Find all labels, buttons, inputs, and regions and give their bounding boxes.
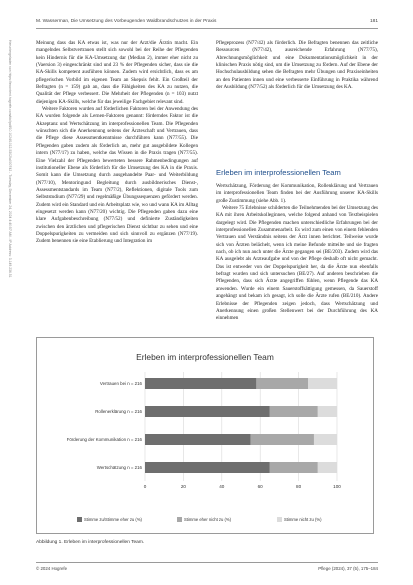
- figure-caption: Abbildung 1. Erleben im interprofessionellen Team.: [36, 540, 145, 545]
- bar-segment: [256, 378, 308, 389]
- chart-title: Erleben im interprofessionellen Team: [136, 352, 274, 362]
- left-column: [36, 40, 198, 246]
- running-title: M. Wasserman, Die Umsetzung des Vorbeugenden Waldbrandschutzes in der Praxis: [36, 19, 217, 24]
- bar-segment: [318, 462, 337, 473]
- body-paragraph: Weitere Faktoren wurden auf förderlichen Faktoren bei der Anwendung des KA wurden folgende als Lernen-Faktoren genannt: förderndes Faktor ist die Akzeptanz und Wertschätzung im interprofessionellen Team. Die Pflegenden wünschten sich die Anerkennung seitens der Ärzteschaft und Vertrauen, dass die Pflege diese Assessmentkenntnisse durchführen kann (N77/55). Die Pflegenden gaben zudem als förderlich an, mehr gut ausgebildete Kollegen intern (N77/17) zu haben, welche das Wissen in die Praxis tragen (N77/55). Eine Vielzahl der Pflegenden bewerteten bessere Rahmenbedingungen auf institutioneller Ebene als förderlich für die Umsetzung des KA in die Praxis. Somit kann die Umsetzung durch ausgehandelte Paar- und Weiterbildung (N77/10), Mentoringund Begleitung durch ausbildnerisches Dienst-, Assessmentstandards im Team (N77/2), Reflektionen, digitale Tools zum Selbststudium (N77/29) und regelmäßige Übungssequenzen gefördert werden. Zudem wird ein Standard und ein Arbeitsplatz wie, wo und wann KA im Alltag eingesetzt werden kann (N77/20) wichtig. Die Pflegenden gaben dazu eine klare Aufgabenbeschreibung (N77/52) und definierte Zuständigkeiten zwischen den ärztlichen und pflegerischen Dienst sichtbar zu sehen und eine Doppelspurigkeiten zu vermeiden und sich sinnvoll zu ergänzen (N77/19). Zudem benennen sie eine Etablierung und Integration im: [36, 106, 198, 245]
- x-tick-label: 60: [257, 484, 263, 489]
- bar-segment: [145, 462, 270, 473]
- x-tick-label: 40: [219, 484, 225, 489]
- bar-segment: [251, 434, 314, 445]
- legend-label: Stimme eher nicht zu (%): [184, 517, 232, 522]
- category-label: Wertschätzung n = 216: [96, 465, 142, 471]
- category-label: Förderung der Kommunikation n = 216: [66, 437, 142, 443]
- body-paragraph: Wertschätzung, Förderung der Kommunikation, Rollenklärung und Vertrauen im interprofessionellen Team finden bei der Ausführung unserer KA-Skills große Zustimmung (siehe Abb. 1).: [216, 183, 378, 204]
- legend-label: Stimme nicht zu (%): [284, 517, 322, 522]
- right-column: [216, 40, 378, 323]
- section-heading: Erleben im interprofessionellen Team: [216, 168, 341, 177]
- legend-label: Stimme zu/Stimme eher zu (%): [84, 517, 142, 522]
- category-label: Vertrauen bei n = 216: [99, 381, 142, 387]
- bar-segment: [270, 406, 318, 417]
- page-footer: [36, 562, 378, 573]
- x-tick-label: 0: [143, 484, 147, 489]
- download-notice: Heruntergeladen von https://econtent.hogrefe.com/doi/pdf/10.1024/1012-5302/a000742 - Tuesday, December 24, 2024 4:40:57 AM - IP Address: 3.149.236.51: [8, 40, 12, 278]
- body-paragraph: Weitere 75 Erlebnisse schilderten die Teilnehmenden bei der Umsetzung des KA mit ihren Arbeitskolleginnen, welche folgend anhand von Textbeispielen dargelegt wird. Die Pflegenden machen unterschiedliche Erfahrungen bei der interprofessionellen Zusammenarbeit. Es wird zum einen von einem fehlenden Vertrauen und Verständnis seitens der Ärzt innen berichtet. Teilweise wurde sich von Ärzten belächelt, wenn ich meine Befunde mitteilte und sie fragten nach, ob ich nun auch unter die Ärzte gegangen sei (BE/203). Zudem wird das KA ausgelebt als Arzteaufgabe und von der Pflege deshalb oft nicht gemacht. Das ist entweder von der Doppelspurigkeit her, da die Ärzte nun ebenfalls befragt wurden und sich untersuchen (BE/27). Auf anderen beschrieben die Pflegenden, dass sich Ärzte angegriffen fühlen, wenn Pflegende das KA anwenden. Wurde ein einem Sauerstoffsättigung gemessen, da Sauerstoff angehängt und bekam ich gesagt, ich solle die Ärzte rufen (BE/210). Andere Erlebnisse der Pflegenden zeigen jedoch, dass Wertschätzung und Anerkennung einen großen Stellenwert bei der Durchführung des KA einnehmen: [216, 205, 379, 322]
- running-header: [36, 16, 378, 29]
- body-paragraph: Meinung dass das KA etwas ist, was nur der Arzt/die Ärztin macht. Ein mangelndes Selbstvertrauen stellt sich sowohl bei der Reihe der Pflegenden kein Hindernis für die KA-Umsetzung dar (Median 2), immer eher nicht zu (Vaersion 3) eingeschränkt sind und 23 % der Pflegenden sicher, dass sie die KA-Skills kompetent ausführen können. Zudem wird ersichtlich, dass es am pflegerischen Vorbild im eigenen Team an Skepsis fehlt. Ein Großteil der Befragten (n = 159) gab an, dass die Fähigkeiten des KA zu nutzen, die Qualität der Pflege verbessert. Die Mehrheit der Pflegenden (n = 103) nutzt diejenigen KA-Skills, welche für das jeweilige Fachgebiet relevant sind.: [36, 40, 198, 105]
- legend-swatch: [177, 517, 182, 522]
- download-sidebar: [2, 40, 12, 560]
- x-tick-label: 20: [180, 484, 186, 489]
- legend-swatch: [277, 517, 282, 522]
- x-tick-label: 100: [333, 484, 341, 489]
- body-paragraph: Pflegeprozess (N77/42) als förderlich. Die Befragten benennen das zeitliche Ressourcen (N77/42), ausreichende Erfahrung (N77/75), Abrechnungsmöglichkeit und eine Dokumentationsmöglichkeit in der klinischen Praxis nötig sind, um die Umsetzung zu fördern. Auf der Ebene der Hochschulausbildung sehen die Befragten mehr Übungen und Praxiseinheiten an den Patienten innen und eine verbesserte Einführung in Praktika während der Ausbildung (N77/52) als förderlich für die Umsetzung des KA.: [216, 40, 378, 91]
- bar-segment: [145, 378, 256, 389]
- x-tick-label: 80: [296, 484, 302, 489]
- footer-copyright: © 2024 Hogrefe: [36, 566, 68, 571]
- bar-segment: [145, 434, 251, 445]
- footer-citation: Pflege (2024), 37 (5), 175–184: [318, 566, 378, 571]
- stacked-bar-chart: [37, 338, 373, 533]
- figure-frame: [36, 337, 374, 534]
- legend-swatch: [77, 517, 82, 522]
- bar-segment: [314, 434, 337, 445]
- bar-segment: [318, 406, 337, 417]
- bar-segment: [308, 378, 337, 389]
- bar-segment: [270, 462, 318, 473]
- bar-segment: [145, 406, 270, 417]
- category-label: Rollenerklärung n = 216: [95, 409, 142, 415]
- page-number: 181: [369, 19, 378, 24]
